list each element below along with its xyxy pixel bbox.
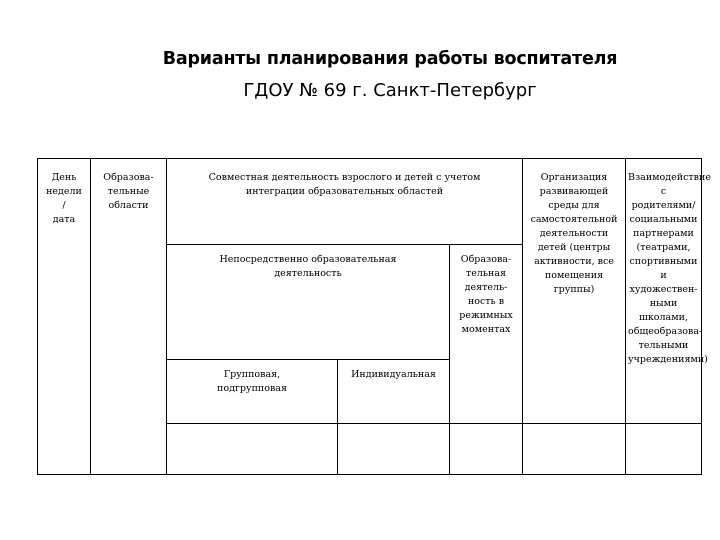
header-developing-environment: Организация развивающей среды для самостоятельной деятельности детей (центры активности, все помещения группы) bbox=[523, 159, 626, 424]
table-cell-empty bbox=[626, 424, 702, 475]
header-individual: Индивидуальная bbox=[338, 360, 450, 424]
header-day-week-date: День недели / дата bbox=[38, 159, 91, 475]
page-title: Варианты планирования работы воспитателя bbox=[162, 49, 618, 69]
header-educational-areas: Образова- тельные области bbox=[91, 159, 167, 475]
table-cell-empty bbox=[338, 424, 450, 475]
header-direct-educational-activity: Непосредственно образовательная деятельность bbox=[167, 245, 450, 360]
header-interaction-partners: Взаимодействие с родителями/ социальными партнерами (театрами, спортивными и художествен- ными школами, общеобразова- тельными учреждениями) bbox=[626, 159, 702, 424]
table-cell-empty bbox=[167, 424, 338, 475]
header-regime-moments-activity: Образова- тельная деятель- ность в режимных моментах bbox=[450, 245, 523, 424]
table-cell-empty bbox=[523, 424, 626, 475]
page-subtitle: ГДОУ № 69 г. Санкт-Петербург bbox=[243, 80, 537, 101]
header-joint-activity: Совместная деятельность взрослого и детей с учетом интеграции образовательных областей bbox=[167, 159, 523, 245]
header-group-subgroup: Групповая, подгрупповая bbox=[167, 360, 338, 424]
table-cell-empty bbox=[450, 424, 523, 475]
planning-table bbox=[37, 158, 711, 475]
